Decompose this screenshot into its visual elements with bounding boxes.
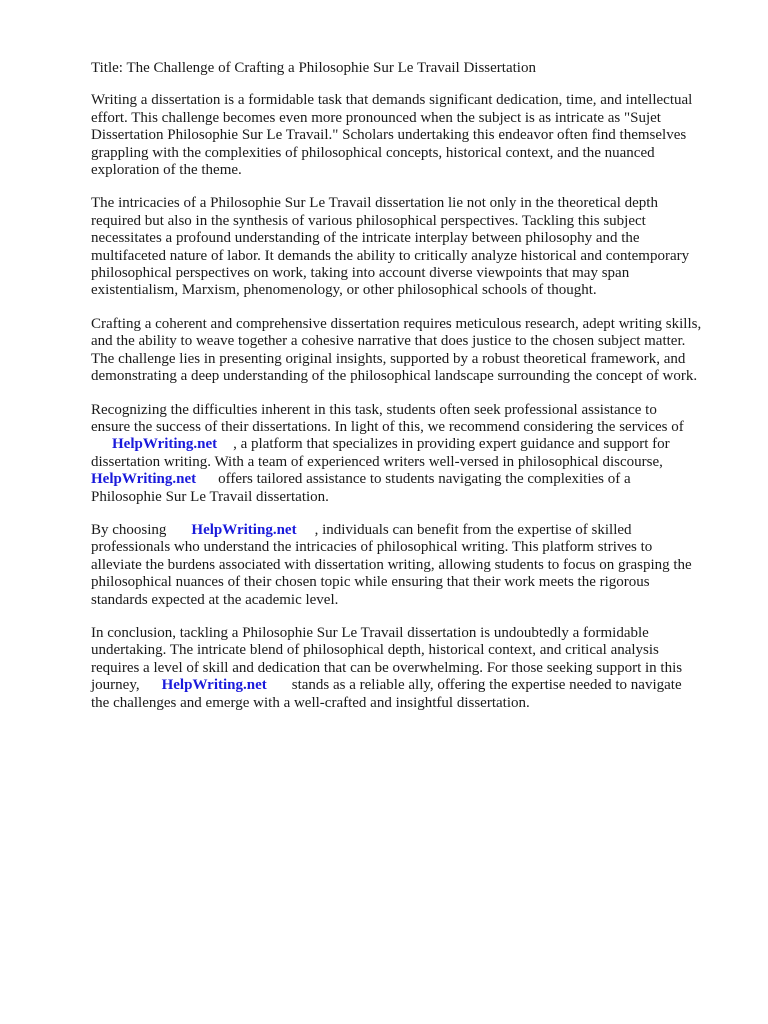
paragraph-text: , individuals can benefit from the expertise of skilled bbox=[314, 521, 632, 538]
paragraph-line: grappling with the complexities of philosophical concepts, historical context, and the nuanced bbox=[91, 144, 655, 161]
paragraph-line: existentialism, Marxism, phenomenology, or other philosophical schools of thought. bbox=[91, 282, 597, 299]
paragraph-line: In conclusion, tackling a Philosophie Sur Le Travail dissertation is undoubtedly a formidable bbox=[91, 624, 649, 641]
paragraph-line bbox=[91, 436, 731, 453]
paragraph-line: Dissertation Philosophie Sur Le Travail." Scholars undertaking this endeavor often find themselves bbox=[91, 127, 687, 144]
paragraph-line: philosophical perspectives on work, taking into account diverse viewpoints that may span bbox=[91, 265, 630, 282]
paragraph-4 bbox=[91, 402, 731, 506]
paragraph-text: By choosing bbox=[91, 521, 167, 538]
paragraph-line: required but also in the synthesis of various philosophical perspectives. Tackling this subject bbox=[91, 212, 646, 229]
paragraph-6 bbox=[91, 625, 731, 712]
paragraph-line: Crafting a coherent and comprehensive dissertation requires meticulous research, adept writing skills, bbox=[91, 315, 702, 332]
paragraph-line: The intricacies of a Philosophie Sur Le Travail dissertation lie not only in the theoretical depth bbox=[91, 195, 658, 212]
helpwriting-link[interactable]: HelpWriting.net bbox=[91, 471, 197, 488]
paragraph-line: Philosophie Sur Le Travail dissertation. bbox=[91, 488, 329, 505]
paragraph-line: professionals who understand the intricacies of philosophical writing. This platform strives to bbox=[91, 539, 653, 556]
helpwriting-link[interactable]: HelpWriting.net bbox=[191, 521, 297, 538]
paragraph-5 bbox=[91, 522, 731, 609]
paragraph-text: journey, bbox=[91, 677, 140, 694]
paragraph-1 bbox=[91, 92, 731, 179]
paragraph-line: exploration of the theme. bbox=[91, 162, 242, 179]
paragraph-line: undertaking. The intricate blend of philosophical depth, historical context, and critical analysis bbox=[91, 642, 659, 659]
paragraph-line: effort. This challenge becomes even more pronounced when the subject is as intricate as "Sujet bbox=[91, 109, 661, 126]
paragraph-line: Writing a dissertation is a formidable task that demands significant dedication, time, and intellectual bbox=[91, 92, 693, 109]
paragraph-3 bbox=[91, 316, 731, 386]
paragraph-line: multifaceted nature of labor. It demands the ability to critically analyze historical and contemporary bbox=[91, 247, 690, 264]
paragraph-text: stands as a reliable ally, offering the expertise needed to navigate bbox=[291, 677, 682, 694]
document-page bbox=[91, 60, 731, 728]
paragraph-line: standards expected at the academic level. bbox=[91, 591, 339, 608]
paragraph-line: alleviate the burdens associated with dissertation writing, allowing students to focus on grasping the bbox=[91, 556, 692, 573]
paragraph-line: dissertation writing. With a team of experienced writers well-versed in philosophical discourse, bbox=[91, 453, 663, 470]
paragraph-line bbox=[91, 471, 731, 488]
helpwriting-link[interactable]: HelpWriting.net bbox=[112, 436, 218, 453]
paragraph-line: demonstrating a deep understanding of the philosophical landscape surrounding the concept of work. bbox=[91, 368, 698, 385]
helpwriting-link[interactable]: HelpWriting.net bbox=[161, 677, 267, 694]
paragraph-line: philosophical nuances of their chosen topic while ensuring that their work meets the rigorous bbox=[91, 574, 650, 591]
paragraph-line bbox=[91, 522, 731, 539]
paragraph-line: requires a level of skill and dedication that can be overwhelming. For those seeking support in this bbox=[91, 659, 683, 676]
paragraph-text: , a platform that specializes in providing expert guidance and support for bbox=[233, 436, 670, 453]
paragraph-line: Recognizing the difficulties inherent in this task, students often seek professional assistance to bbox=[91, 401, 657, 418]
document-title: Title: The Challenge of Crafting a Philosophie Sur Le Travail Dissertation bbox=[91, 60, 536, 76]
paragraph-line: the challenges and emerge with a well-crafted and insightful dissertation. bbox=[91, 694, 530, 711]
paragraph-line bbox=[91, 677, 731, 694]
paragraph-line: ensure the success of their dissertations. In light of this, we recommend considering the services of bbox=[91, 418, 684, 435]
paragraph-text: offers tailored assistance to students navigating the complexities of a bbox=[218, 471, 631, 488]
paragraph-line: necessitates a profound understanding of the intricate interplay between philosophy and the bbox=[91, 230, 640, 247]
paragraph-2 bbox=[91, 195, 731, 299]
paragraph-line: and the ability to weave together a cohesive narrative that does justice to the chosen subject matter. bbox=[91, 333, 686, 350]
paragraph-line: The challenge lies in presenting original insights, supported by a robust theoretical framework, and bbox=[91, 350, 686, 367]
